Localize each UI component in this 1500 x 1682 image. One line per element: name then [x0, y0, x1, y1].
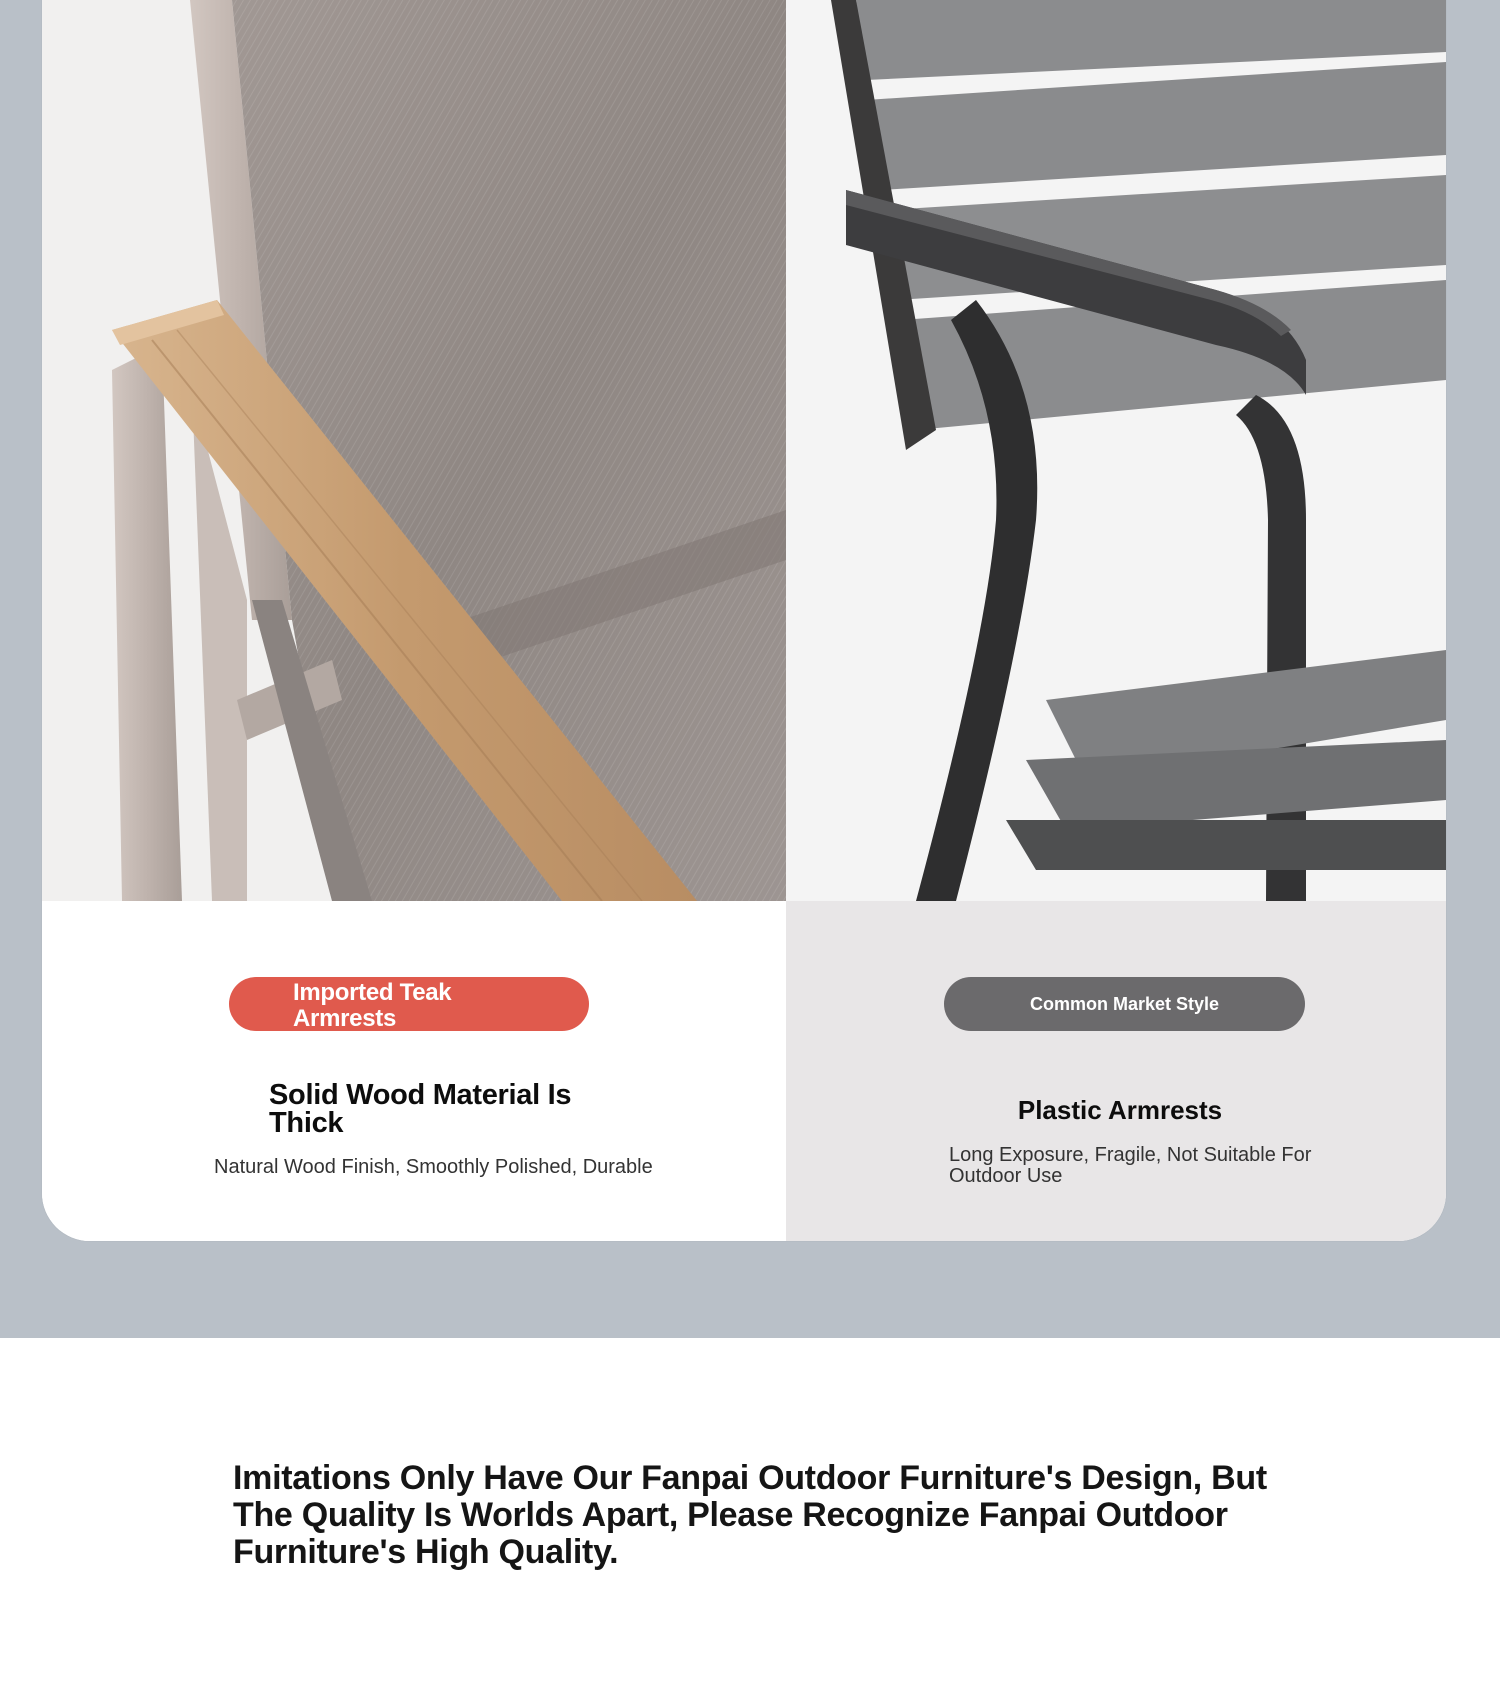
comparison-card: [42, 0, 1446, 1241]
imported-teak-badge-label: Imported Teak Armrests: [293, 980, 452, 1032]
imported-teak-badge: [229, 977, 589, 1031]
plastic-armrest-chair-image: [786, 0, 1446, 901]
common-feature-panel: [786, 901, 1446, 1241]
common-feature-description: Long Exposure, Fragile, Not Suitable For Outdoor Use: [949, 1144, 1312, 1187]
common-feature-title: Plastic Armrests: [1017, 1095, 1223, 1125]
teak-armrest-chair-image: [42, 0, 786, 901]
premium-feature-description: Natural Wood Finish, Smoothly Polished, Durable: [214, 1156, 653, 1178]
common-market-badge: [944, 977, 1305, 1031]
quality-statement: Imitations Only Have Our Fanpai Outdoor Furniture's Design, But The Quality Is Worlds Apart, Please Recognize Fanpai Outdoor Furniture's High Quality.: [233, 1459, 1267, 1571]
premium-feature-title: Solid Wood Material Is Thick: [269, 1079, 572, 1139]
premium-feature-panel: [42, 901, 786, 1241]
common-market-badge-label: Common Market Style: [1029, 994, 1220, 1014]
